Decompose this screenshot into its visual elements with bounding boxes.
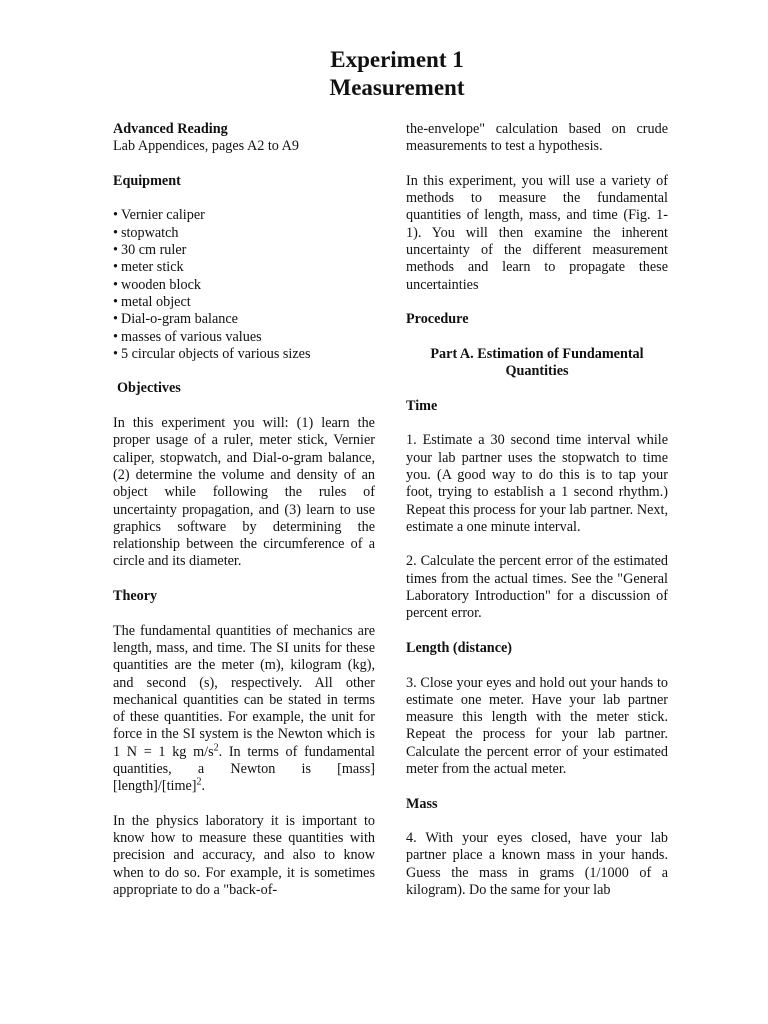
theory-heading: Theory	[113, 588, 158, 605]
list-item: • masses of various values	[113, 328, 262, 345]
step-4: 4. With your eyes closed, have your lab partner place a known mass in your hands. Guess the mass in grams (1/1000 of a kilogram). Do the same for your lab	[406, 830, 668, 899]
mass-heading: Mass	[406, 795, 438, 812]
continuation-paragraph: the-envelope" calculation based on crude measurements to test a hypothesis.	[406, 121, 668, 155]
equipment-list	[113, 207, 375, 363]
step-1: 1. Estimate a 30 second time interval while your lab partner uses the stopwatch to time you. (A good way to do this is to tap your foot, trying to establish a 1 second rhythm.) Repeat this process for your lab partner. Next, estimate a one minute interval.	[406, 432, 668, 535]
intro-paragraph: In this experiment, you will use a variety of methods to measure the fundamental quantities of length, mass, and time (Fig. 1-1). You will then examine the inherent uncertainty of the different measurement methods and learn to propagate these uncertainties	[406, 172, 668, 293]
title-line-1: Experiment 1	[330, 47, 464, 72]
time-heading: Time	[406, 397, 438, 414]
part-a-heading-line-1: Part A. Estimation of Fundamental	[430, 345, 644, 362]
theory-paragraph-2: In the physics laboratory it is important to know how to measure these quantities with precision and accuracy, and also to know when to do so. For example, it is sometimes appropriate to do a "back-of-	[113, 812, 375, 899]
right-column	[406, 121, 668, 899]
step-3: 3. Close your eyes and hold out your hands to estimate one meter. Have your lab partner measure this length with the meter stick. Repeat the process for your lab partner. Calculate the percent error of your estimated meter from the actual meter.	[406, 674, 668, 777]
advanced-reading-heading: Advanced Reading	[113, 121, 228, 137]
procedure-heading: Procedure	[406, 311, 469, 328]
list-item: • Vernier caliper	[113, 207, 205, 224]
left-column	[113, 121, 375, 899]
objectives-text: In this experiment you will: (1) learn the proper usage of a ruler, meter stick, Vernier caliper, stopwatch, and Dial-o-gram balance, (2) determine the volume and density of an object while following the rules of uncertainty propagation, and (3) learn to use graphics software by determining the relationship between the circumference of a circle and its diameter.	[113, 415, 375, 570]
list-item: • meter stick	[113, 259, 184, 276]
list-item: • stopwatch	[113, 224, 179, 241]
title-line-2: Measurement	[329, 75, 465, 100]
part-a-heading-line-2: Quantities	[505, 363, 569, 380]
document-title	[0, 46, 768, 102]
list-item: • metal object	[113, 293, 191, 310]
list-item: • 30 cm ruler	[113, 242, 187, 259]
equipment-heading: Equipment	[113, 172, 181, 189]
list-item: • 5 circular objects of various sizes	[113, 345, 311, 362]
step-2: 2. Calculate the percent error of the estimated times from the actual times. See the "General Laboratory Introduction" for a discussion of percent error.	[406, 553, 668, 622]
advanced-reading-text: Lab Appendices, pages A2 to A9	[113, 138, 299, 155]
list-item: • Dial-o-gram balance	[113, 311, 238, 328]
list-item: • wooden block	[113, 276, 201, 293]
theory-paragraph-1: The fundamental quantities of mechanics are length, mass, and time. The SI units for these quantities are the meter (m), kilogram (kg), and second (s), respectively. All other mechanical quantities can be stated in terms of these quantities. For example, the unit for force in the SI system is the Newton which is 1 N = 1 kg $m/s^2$. In terms of fundamental quantities, a Newton is [mass][length]/[time]$^2$.	[113, 622, 375, 795]
length-heading: Length (distance)	[406, 639, 513, 656]
objectives-heading: Objectives	[117, 380, 181, 397]
